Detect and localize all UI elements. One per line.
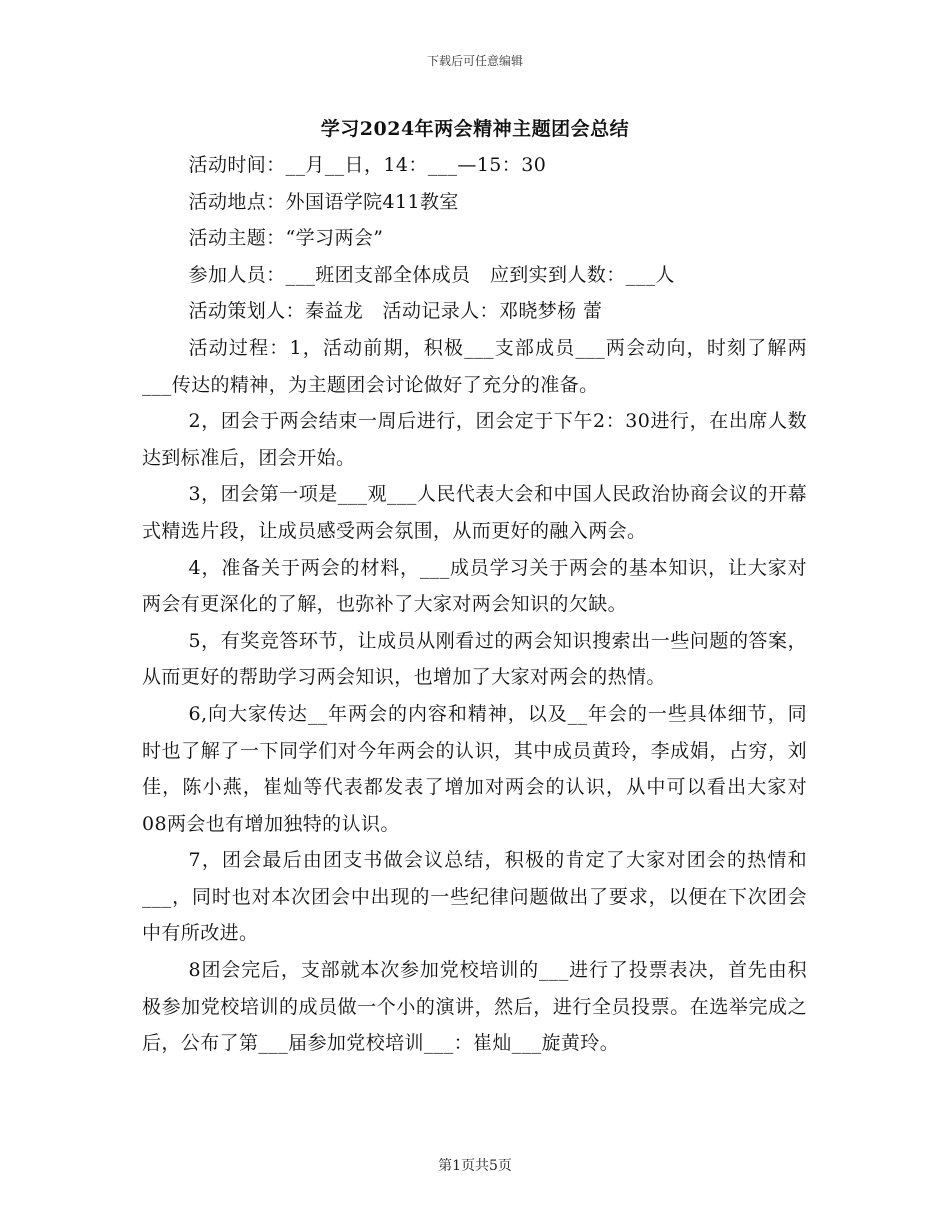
page-number: 第1页共5页 [438, 1158, 512, 1174]
process-paragraph: 4，准备关于两会的材料，___成员学习关于两会的基本知识，让大家对两会有更深化的了解，也弥补了大家对两会知识的欠缺。 [142, 556, 807, 616]
activity-time: 活动时间：__月__日，14：___—15：30 [188, 154, 547, 176]
activity-location: 活动地点：外国语学院411教室 [188, 190, 459, 213]
document-title: 学习2024年两会精神主题团会总结 [320, 118, 630, 140]
participants: 参加人员：___班团支部全体成员 应到实到人数：___人 [188, 263, 675, 286]
activity-theme: 活动主题：“学习两会” [188, 227, 384, 250]
process-paragraph: 2，团会于两会结束一周后进行，团会定于下午2：30进行，在出席人数达到标准后，团会开始。 [142, 410, 807, 469]
process-paragraph: 活动过程：1，活动前期，积极___支部成员___两会动向，时刻了解两___传达的精神，为主题团会讨论做好了充分的准备。 [142, 336, 807, 396]
process-paragraph: 6,向大家传达__年两会的内容和精神，以及__年会的一些具体细节，同时也了解了一下同学们对今年两会的认识，其中成员黄玲，李成娟，占穷，刘佳，陈小燕，崔灿等代表都发表了增加对两会的认识，从中可以看出大家对08两会也有增加独特的认识。 [142, 702, 807, 835]
process-paragraph: 8团会完后，支部就本次参加党校培训的___进行了投票表决，首先由积极参加党校培训的成员做一个小的演讲，然后，进行全员投票。在选举完成之后，公布了第___届参加党校培训___：崔灿___旋黄玲。 [142, 959, 807, 1055]
process-paragraph: 5，有奖竞答环节，让成员从刚看过的两会知识搜索出一些问题的答案，从而更好的帮助学习两会知识，也增加了大家对两会的热情。 [142, 629, 807, 689]
organizers: 活动策划人：秦益龙 活动记录人：邓晓梦杨 蕾 [188, 300, 603, 323]
document-body [142, 147, 807, 1062]
process-paragraph: 7，团会最后由团支书做会议总结，积极的肯定了大家对团会的热情和___，同时也对本次团会中出现的一些纪律问题做出了要求，以便在下次团会中有所改进。 [142, 849, 807, 945]
page-header-note: 下载后可任意编辑 [426, 54, 523, 68]
process-paragraph: 3，团会第一项是___观___人民代表大会和中国人民政治协商会议的开幕式精选片段，让成员感受两会氛围，从而更好的融入两会。 [142, 483, 807, 542]
